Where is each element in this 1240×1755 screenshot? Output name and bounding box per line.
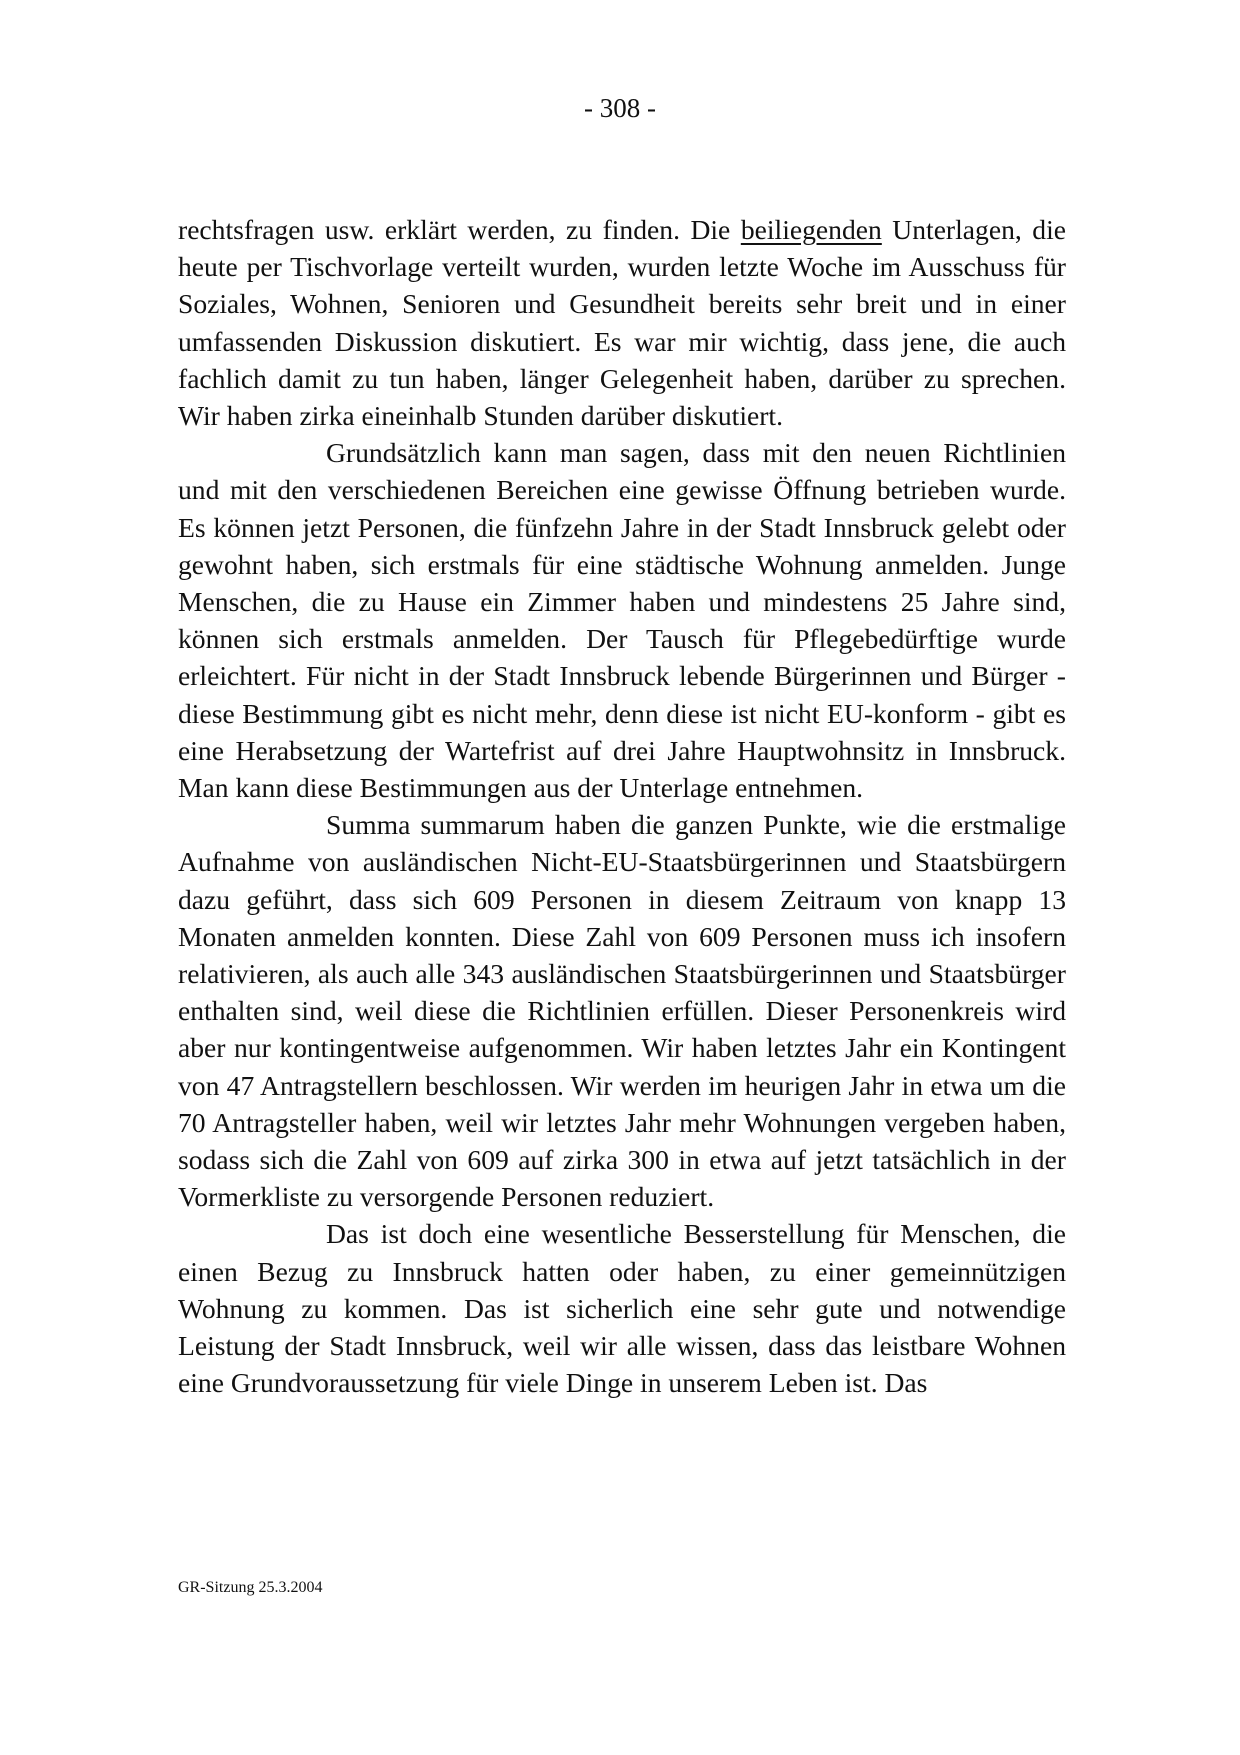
paragraph-1 <box>178 211 1066 434</box>
body-text <box>178 211 1066 1402</box>
paragraph-1-after: Unterlagen, die heute per Tischvorlage verteilt wurden, wurden letzte Woche im Ausschuss für Soziales, Wohnen, Senioren und Gesundheit bereits sehr breit und in einer umfassenden Diskussion diskutiert. Es war mir wichtig, dass jene, die auch fachlich damit zu tun haben, länger Gelegenheit haben, darüber zu sprechen. Wir haben zirka eineinhalb Stunden darüber diskutiert. <box>178 214 1066 432</box>
paragraph-2: Grundsätzlich kann man sagen, dass mit den neuen Richtlinien und mit den verschiedenen Bereichen eine gewisse Öffnung betrieben wurde. Es können jetzt Personen, die fünfzehn Jahre in der Stadt Innsbruck gelebt oder gewohnt haben, sich erstmals für eine städtische Wohnung anmelden. Junge Menschen, die zu Hause ein Zimmer haben und mindestens 25 Jahre sind, können sich erstmals anmelden. Der Tausch für Pflegebedürftige wurde erleichtert. Für nicht in der Stadt Innsbruck lebende Bürgerinnen und Bürger - diese Bestimmung gibt es nicht mehr, denn diese ist nicht EU-konform - gibt es eine Herabsetzung der Wartefrist auf drei Jahre Hauptwohnsitz in Innsbruck. Man kann diese Bestimmungen aus der Unterlage entnehmen. <box>178 437 1066 804</box>
footer-session-date: GR-Sitzung 25.3.2004 <box>178 1579 323 1596</box>
page-number: - 308 - <box>584 93 656 123</box>
paragraph-1-before: rechtsfragen usw. erklärt werden, zu finden. Die <box>178 214 741 245</box>
paragraph-3: Summa summarum haben die ganzen Punkte, wie die erstmalige Aufnahme von ausländischen Nicht-EU-Staatsbürgerinnen und Staatsbürgern dazu geführt, dass sich 609 Personen in diesem Zeitraum von knapp 13 Monaten anmelden konnten. Diese Zahl von 609 Personen muss ich insofern relativieren, als auch alle 343 ausländischen Staatsbürgerinnen und Staatsbürger enthalten sind, weil diese die Richtlinien erfüllen. Dieser Personenkreis wird aber nur kontingentweise aufgenommen. Wir haben letztes Jahr ein Kontingent von 47 Antragstellern beschlossen. Wir werden im heurigen Jahr in etwa um die 70 Antragsteller haben, weil wir letztes Jahr mehr Wohnungen vergeben haben, sodass sich die Zahl von 609 auf zirka 300 in etwa auf jetzt tatsächlich in der Vormerkliste zu versorgende Personen reduziert. <box>178 809 1066 1213</box>
underlined-word: beiliegenden <box>740 214 882 245</box>
paragraph-4: Das ist doch eine wesentliche Besserstellung für Menschen, die einen Bezug zu Innsbruck hatten oder haben, zu einer gemeinnützigen Wohnung zu kommen. Das ist sicherlich eine sehr gute und notwendige Leistung der Stadt Innsbruck, weil wir alle wissen, dass das leistbare Wohnen eine Grundvoraussetzung für viele Dinge in unserem Leben ist. Das <box>178 1218 1066 1399</box>
